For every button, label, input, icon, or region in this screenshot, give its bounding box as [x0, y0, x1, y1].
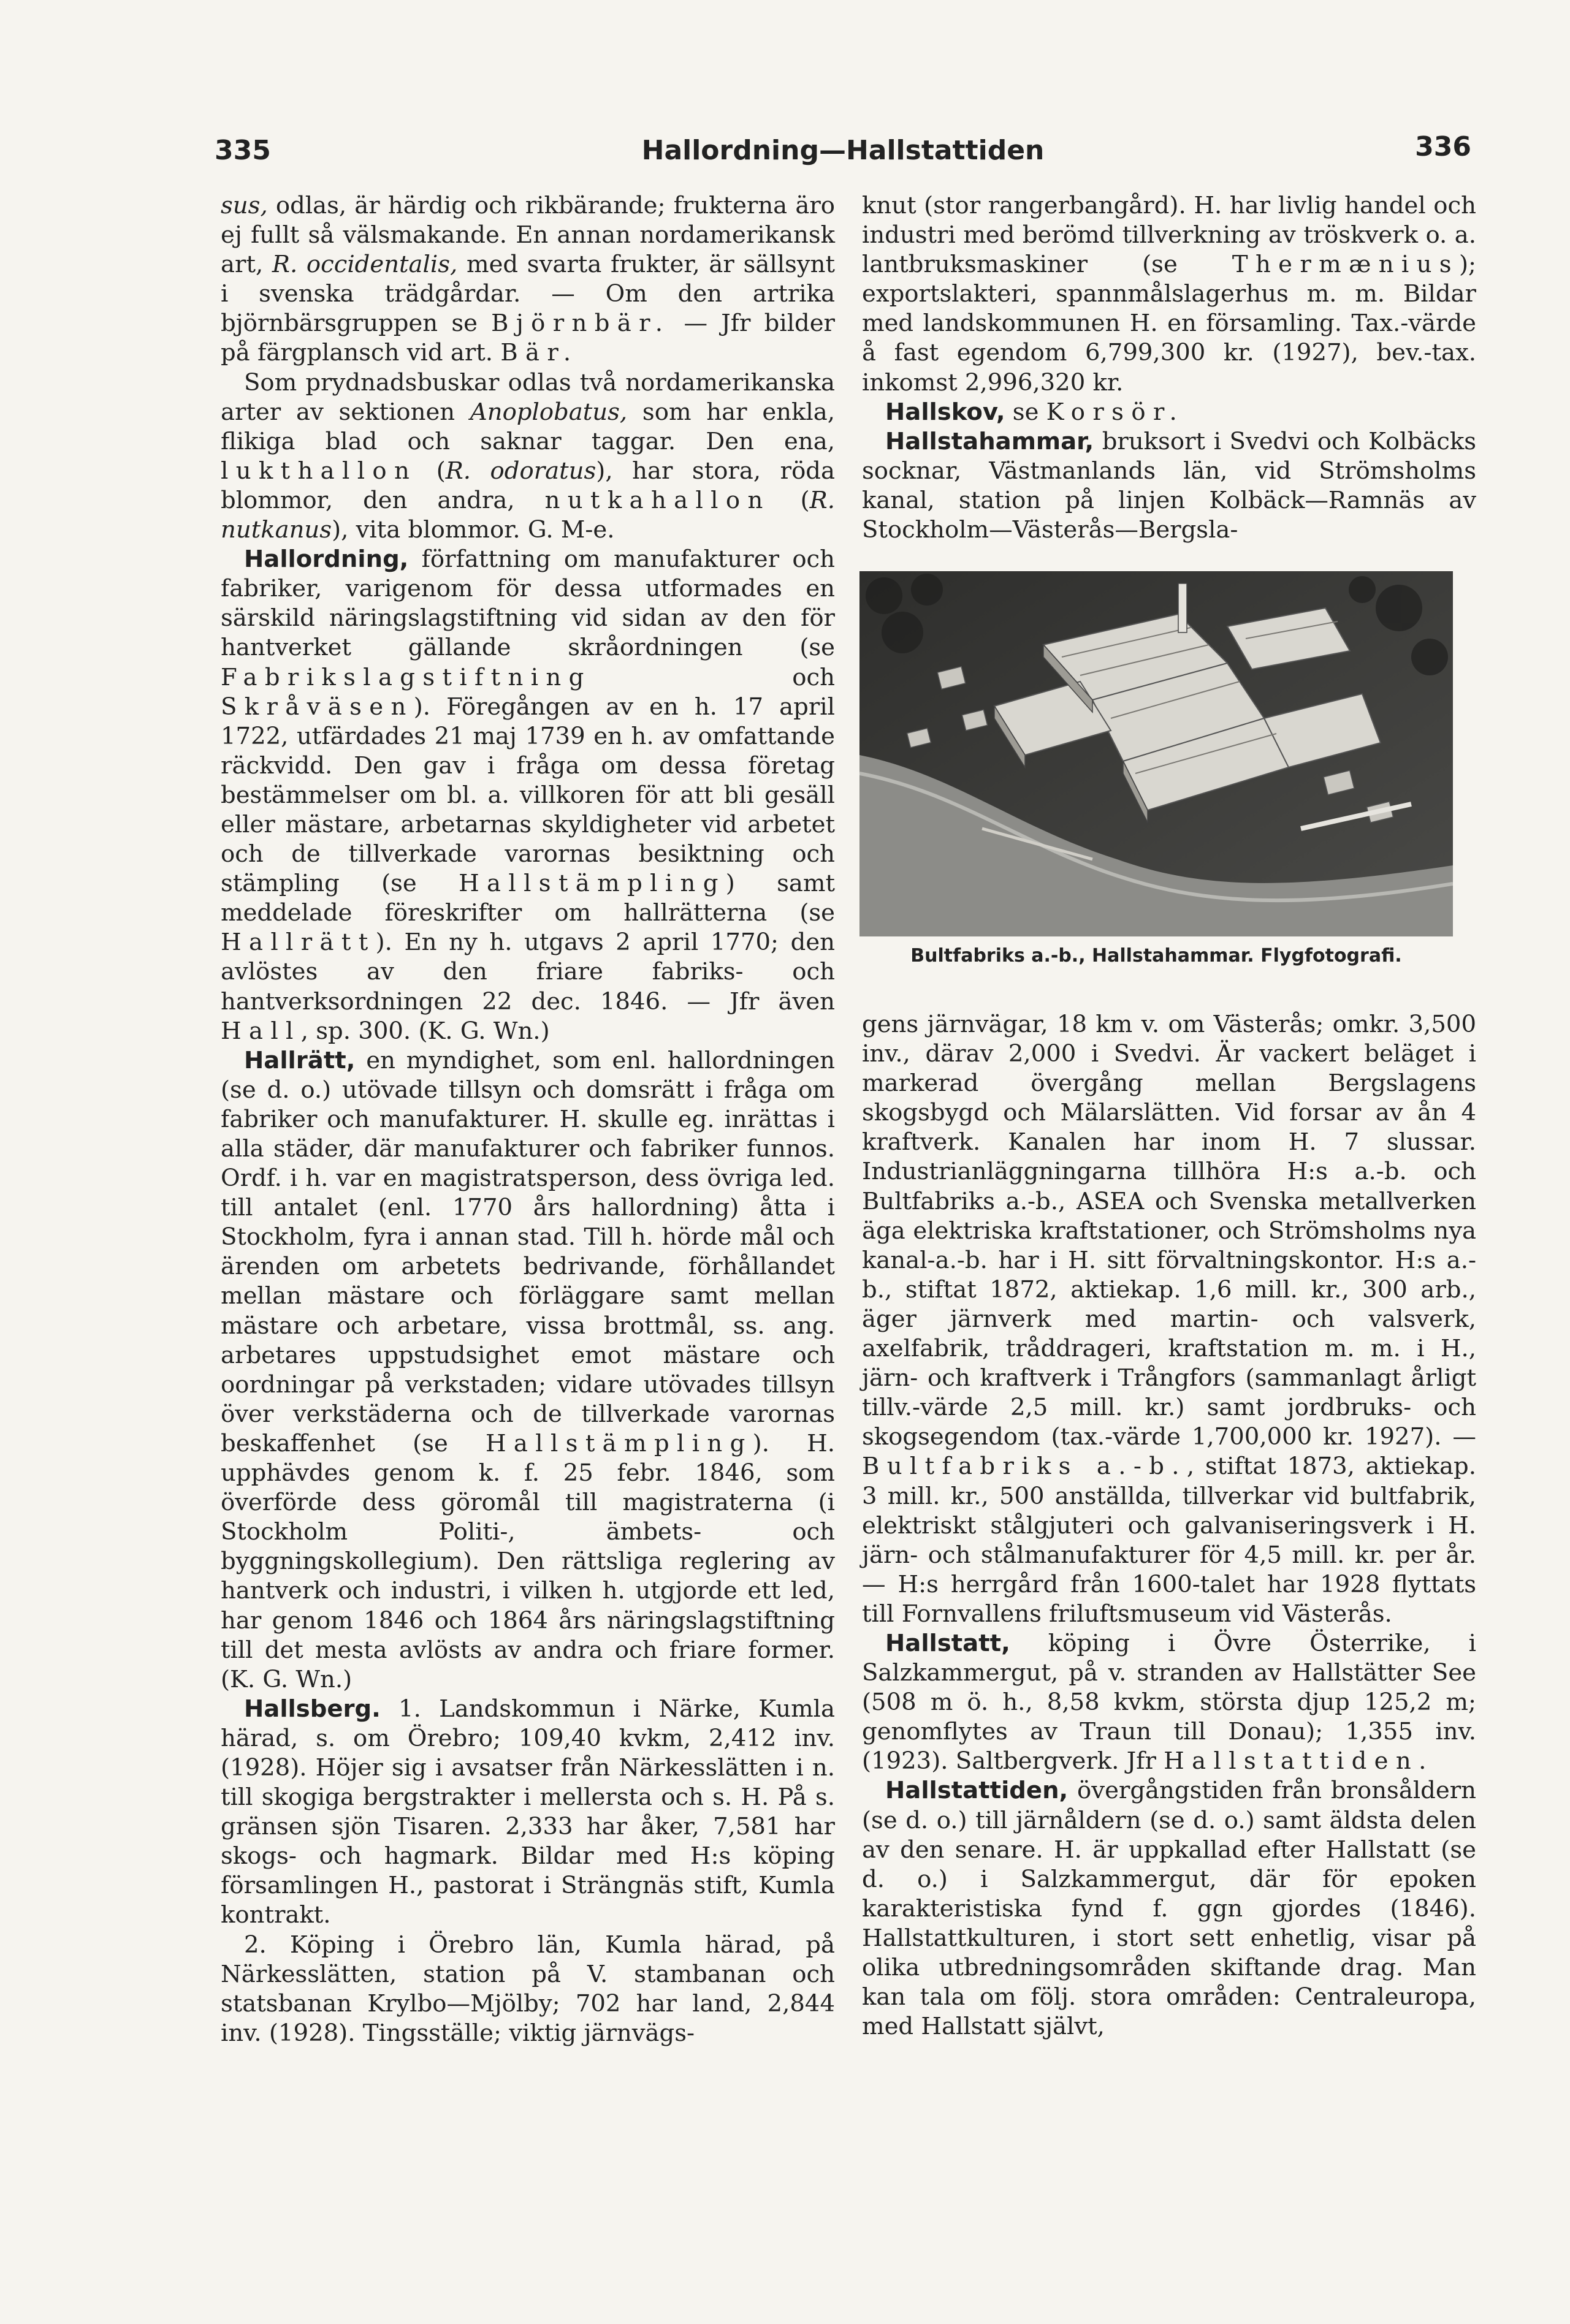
- photo-caption: Bultfabriks a.-b., Hallstahammar. Flygfotografi.: [910, 945, 1402, 966]
- cross-ref[interactable]: Hallstämpling: [459, 870, 726, 898]
- entry-headword: Hallskov,: [885, 398, 1005, 426]
- cross-ref[interactable]: Hall: [221, 1017, 301, 1045]
- entry-hallstattiden: Hallstattiden, övergångstiden från bronsåldern (se d. o.) till järnåldern (se d. o.) samt äldsta delen av den senare. H. är uppkallad efter Hallstatt (se d. o.) i Salzkammergut, där för epoken karakteristiska fynd f. ggn gjordes (1846). Hallstattkulturen, i stort sett enhetlig, visar på olika utbredningsområden skiftande drag. Man kan tala om följ. stora områden: Centraleuropa, med Hallstatt självt,: [862, 1777, 1476, 2041]
- entry-headword: Hallstattiden,: [885, 1777, 1069, 1805]
- aerial-photo: [859, 571, 1453, 936]
- entry-continuation-hallstahammar: gens järnvägar, 18 km v. om Västerås; omkr. 3,500 inv., därav 2,000 i Svedvi. Är vackert beläget i markerad övergång mellan Bergslagens skogsbygd och Mälarslätten. Vid forsar av ån 4 kraftverk. Kanalen har inom H. 7 slussar. Industrianläggningarna tillhöra H:s a.-b. och Bultfabriks a.-b., ASEA och Svenska metallverken äga elektriska kraftstationer, och Strömsholms nya kanal-a.-b. har i H. sitt förvaltningskontor. H:s a.-b., stiftat 1872, aktiekap. 1,6 mill. kr., 300 arb., äger järnverk med martin- och valsverk, axelfabrik, tråddrageri, kraftstation m. m. i H., järn- och kraftverk i Trångfors (sammanlagt årligt tillv.-värde 2,5 mill. kr.) samt jordbruks- och skogsegendom (tax.-värde 1,700,000 kr. 1927). — Bultfabriks a.-b., stiftat 1873, aktiekap. 3 mill. kr., 500 anställda, tillverkar vid bultfabrik, elektriskt stålgjuteri och galvaniseringsverk i H. järn- och stålmanufakturer för 4,5 mill. kr. per år. — H:s herrgård från 1600-talet har 1928 flyttats till Fornvallens friluftsmuseum vid Västerås.: [862, 1011, 1476, 1628]
- cross-ref[interactable]: Hallstattiden.: [1164, 1747, 1434, 1775]
- cross-ref[interactable]: Bultfabriks a.-b.: [862, 1452, 1187, 1481]
- entry-headword: Hallrätt,: [244, 1046, 356, 1074]
- entry-hallratt: Hallrätt, en myndighet, som enl. hallordningen (se d. o.) utövade tillsyn och domsrätt i fråga om fabriker och manufakturer. H. skulle eg. inrättas i alla städer, där manufakturer och fabriker funnos. Ordf. i h. var en magistratsperson, dess övriga led. till antalet (enl. 1770 års hallordning) åtta i Stockholm, fyra i annan stad. Till h. hörde mål och ärenden om arbetets bedrivande, förhållandet mellan mästare och förläggare samt mellan mästare och arbetare, vissa brottmål, ss. ang. arbetares uppstudsighet emot mästare och oordningar på verkstaden; vidare utövades tillsyn över verkstäderna och de tillverkade varornas beskaffenhet (se Hallstämpling). H. upphävdes genom k. f. 25 febr. 1846, som överförde dess göromål till magistraterna (i Stockholm Politi-, ämbets- och byggningskollegium). Den rättsliga reglering av hantverk och industri, i vilken h. utgjorde ett led, har genom 1846 och 1864 års näringslagstiftning till det mesta avlösts av andra och friare former. (K. G. Wn.): [221, 1046, 836, 1693]
- left-column: [221, 191, 835, 2048]
- cross-ref[interactable]: Hallstämpling: [485, 1429, 753, 1457]
- aerial-photo-illustration: [859, 571, 1453, 936]
- entry-hallsberg-2: 2. Köping i Örebro län, Kumla härad, på Närkesslätten, station på V. stambanan och statsbanan Krylbo—Mjölby; 702 har land, 2,844 inv. (1928). Tingsställe; viktig järnvägs-: [221, 1931, 835, 2047]
- entry-headword: Hallordning,: [244, 545, 409, 574]
- cross-ref[interactable]: Bär.: [500, 339, 579, 367]
- paragraph-prydnadsbuskar: Som prydnadsbuskar odlas två nordamerikanska arter av sektionen Anoplobatus, som har enkla, flikiga blad och saknar taggar. Den ena, lukthallon (R. odoratus), har stora, röda blommor, den andra, nutkahallon (R. nutkanus), vita blommor. G. M-e.: [221, 368, 835, 544]
- page-number-left: 335: [215, 135, 271, 166]
- entry-hallsberg: Hallsberg. 1. Landskommun i Närke, Kumla härad, s. om Örebro; 109,40 kvkm, 2,412 inv. (1928). Höjer sig i avsatser från Närkesslätten i n. till skogiga bergstrakter i mellersta och s. H. På s. gränsen sjön Tisaren. 2,333 har åker, 7,581 har skogs- och hagmark. Bildar med H:s köping församlingen H., pastorat i Strängnäs stift, Kumla kontrakt.: [221, 1695, 835, 1929]
- cross-ref[interactable]: Fabrikslagstiftning: [221, 663, 592, 691]
- entry-hallstatt: Hallstatt, köping i Övre Österrike, i Salzkammergut, på v. stranden av Hallstätter See (508 m ö. h., 8,58 kvkm, största djup 125,2 m; genomflytes av Traun till Donau); 1,355 inv. (1923). Saltbergverk. Jfr Hallstattiden.: [862, 1629, 1476, 1775]
- entry-hallordning: Hallordning, författning om manufakturer och fabriker, varigenom för dessa utformades en särskild näringslagstiftning vid sidan av den för hantverket gällande skråordningen (se Fabrikslagstiftning och Skråväsen). Föregången av en h. 17 april 1722, utfärdades 21 maj 1739 en h. av omfattande räckvidd. Den gav i fråga om dessa företag bestämmelser om bl. a. villkoren för att bli gesäll eller mästare, arbetarnas skyldigheter vid arbetet och de tillverkade varornas besiktning och stämpling (se Hallstämpling) samt meddelade föreskrifter om hallrätterna (se Hallrätt). En ny h. utgavs 2 april 1770; den avlöstes av den friare fabriks- och hantverksordningen 22 dec. 1846. — Jfr även Hall, sp. 300. (K. G. Wn.): [221, 545, 835, 1045]
- entry-hallskov: Hallskov, se Korsör.: [885, 398, 1185, 426]
- entry-hallstahammar: Hallstahammar, bruksort i Svedvi och Kolbäcks socknar, Västmanlands län, vid Strömsholms kanal, station på linjen Kolbäck—Ramnäs av Stockholm—Västerås—Bergsla-: [862, 427, 1476, 544]
- page-number-right: 336: [1415, 131, 1471, 162]
- entry-continuation-hallsberg: knut (stor rangerbangård). H. har livlig handel och industri med berömd tillverkning av tröskverk o. a. lantbruksmaskiner (se Thermænius); exportslakteri, spannmålslagerhus m. m. Bildar med landskommunen H. en församling. Tax.-värde å fast egendom 6,799,300 kr. (1927), bev.-tax. inkomst 2,996,320 kr.: [862, 192, 1476, 397]
- right-column-bottom: [862, 1010, 1476, 2041]
- entry-headword: Hallsberg.: [244, 1695, 381, 1723]
- entry-headword: Hallstatt,: [885, 1629, 1010, 1657]
- right-column-top: [862, 191, 1476, 545]
- cross-ref[interactable]: Thermænius: [1232, 251, 1459, 279]
- running-title: Hallordning—Hallstattiden: [641, 135, 1045, 166]
- cross-ref[interactable]: Skråväsen: [221, 693, 414, 721]
- cross-ref[interactable]: Hallrätt: [221, 928, 376, 957]
- cross-ref[interactable]: Korsör.: [1046, 398, 1185, 426]
- cross-ref[interactable]: Björnbär.: [491, 309, 671, 338]
- page-header: [215, 131, 1471, 178]
- entry-headword: Hallstahammar,: [885, 427, 1094, 455]
- entry-continuation-hallon: sus, odlas, är härdig och rikbärande; frukterna äro ej fullt så välsmakande. En annan nordamerikansk art, R. occidentalis, med svarta frukter, är sällsynt i svenska trädgårdar. — Om den artrika björnbärsgruppen se Björnbär. — Jfr bilder på färgplansch vid art. Bär.: [221, 192, 836, 367]
